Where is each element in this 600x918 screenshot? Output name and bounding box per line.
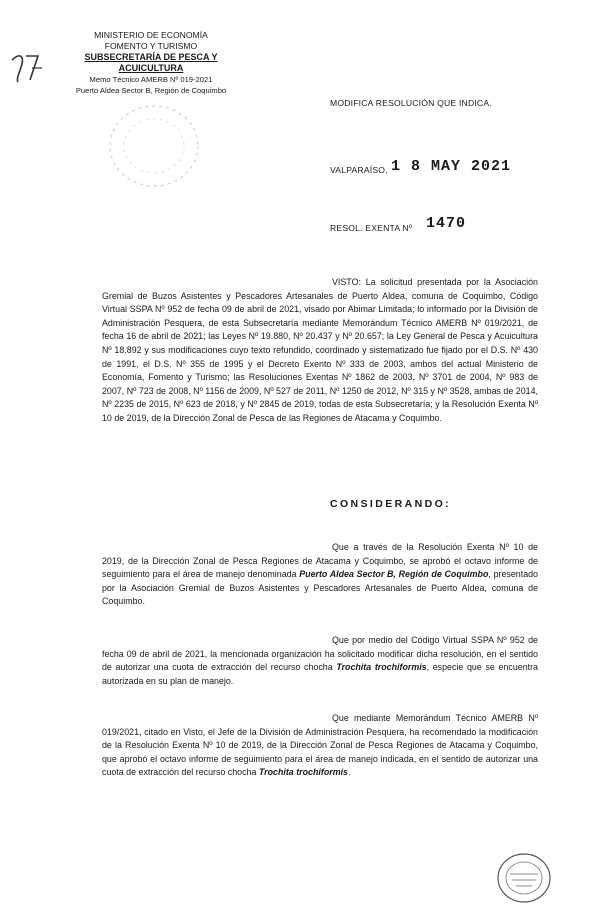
para3-text-c: . <box>347 767 351 778</box>
resolution-label: RESOL. EXENTA Nº <box>330 223 413 233</box>
faint-stamp <box>104 100 204 192</box>
memo-reference: Memo Técnico AMERB Nº 019-2021 <box>89 75 213 84</box>
place-label: VALPARAÍSO, <box>330 165 388 175</box>
considerando-paragraph-1 <box>102 541 538 609</box>
considerando-heading: CONSIDERANDO: <box>330 498 452 510</box>
visto-paragraph: VISTO: La solicitud presentada por la Asociación Gremial de Buzos Asistentes y Pescadores Artesanales de Puerto Aldea, comuna de Coquimbo, Código Virtual SSPA Nº 952 de fecha 09 de abril de 2021, visado por Abimar Limitada; lo informado por la División de Administración Pesquera, de esta Subsecretaría mediante Memorándum Técnico AMERB Nº 019/2021, de fecha 16 de abril de 2021; las Leyes Nº 19.880, Nº 20.437 y Nº 20.657; la Ley General de Pesca y Acuicultura Nº 18.892 y sus modificaciones cuyo texto refundido, coordinado y sistematizado fue fijado por el D.S. Nº 430 de 1991, el D.S. Nº 355 de 1995 y el Decreto Exento Nº 333 de 2003, ambos del actual Ministerio de Economía, Fomento y Turismo; las Resoluciones Exentas Nº 1862 de 2003, Nº 3701 de 2004, Nº 983 de 2007, Nº 723 de 2008, Nº 1156 de 2009, Nº 527 de 2011, Nº 1250 de 2012, Nº 315 y Nº 3528, ambas de 2014, Nº 2235 de 2015, Nº 623 de 2018, y Nº 2845 de 2019, todas de esta Subsecretaría; y la Resolución Exenta Nº 10 de 2019, de la Dirección Zonal de Pesca de las Regiones de Atacama y Coquimbo. <box>102 277 538 423</box>
resolution-date: 1 8 MAY 2021 <box>391 158 512 175</box>
resolution-number: 1470 <box>426 215 467 232</box>
sector-reference: Puerto Aldea Sector B, Región de Coquimbo <box>75 86 227 95</box>
para2-text-c: , especie que se encuentra autorizada en su plan de manejo. <box>102 662 538 686</box>
para1-text-c: , presentado por la Asociación Gremial de Buzos Asistentes y Pescadores Artesanales de Puerto Aldea, comuna de Coquimbo. <box>102 569 538 607</box>
para1-area-name: Puerto Aldea Sector B, Región de Coquimbo <box>299 569 489 580</box>
document-subject: MODIFICA RESOLUCIÓN QUE INDICA. <box>330 98 492 108</box>
para2-text-a: Que por medio del Código Virtual SSPA Nº 952 de fecha 09 de abril de 2021, la mencionada organización ha solicitado modificar dicha resolución, en el sentido de autorizar una cuota de extracción del recurso chocha <box>102 635 538 673</box>
considerando-paragraph-3 <box>102 712 538 780</box>
para3-text-a: Que mediante Memorándum Técnico AMERB Nº 019/2021, citado en Visto, el Jefe de la División de Administración Pesquera, ha recomendado la modificación de la Resolución Exenta Nº 10 de 2019, de la Dirección Zonal de Pesca Regiones de Atacama y Coquimbo, que aprobó el octavo informe de seguimiento para el área de manejo indicada, en el sentido de autorizar una cuota de extracción del recurso chocha <box>102 713 538 778</box>
ministry-subtitle: FOMENTO Y TURISMO <box>104 41 198 51</box>
official-seal <box>494 850 554 906</box>
subsecretaria-name: SUBSECRETARÍA DE PESCA Y ACUICULTURA <box>84 52 218 73</box>
para1-text-a: Que a través de la Resolución Exenta Nº 10 de 2019, de la Dirección Zonal de Pesca Regiones de Atacama y Coquimbo, se aprobó el octavo informe de seguimiento para el área de manejo denominada <box>102 542 538 580</box>
para2-species-name: Trochita trochiformis <box>336 662 427 673</box>
considerando-paragraph-2 <box>102 634 538 688</box>
handwritten-initials <box>8 50 54 86</box>
ministry-name: MINISTERIO DE ECONOMÍA <box>94 30 208 40</box>
para3-species-name: Trochita trochiformis <box>258 767 348 778</box>
letterhead <box>56 30 246 96</box>
